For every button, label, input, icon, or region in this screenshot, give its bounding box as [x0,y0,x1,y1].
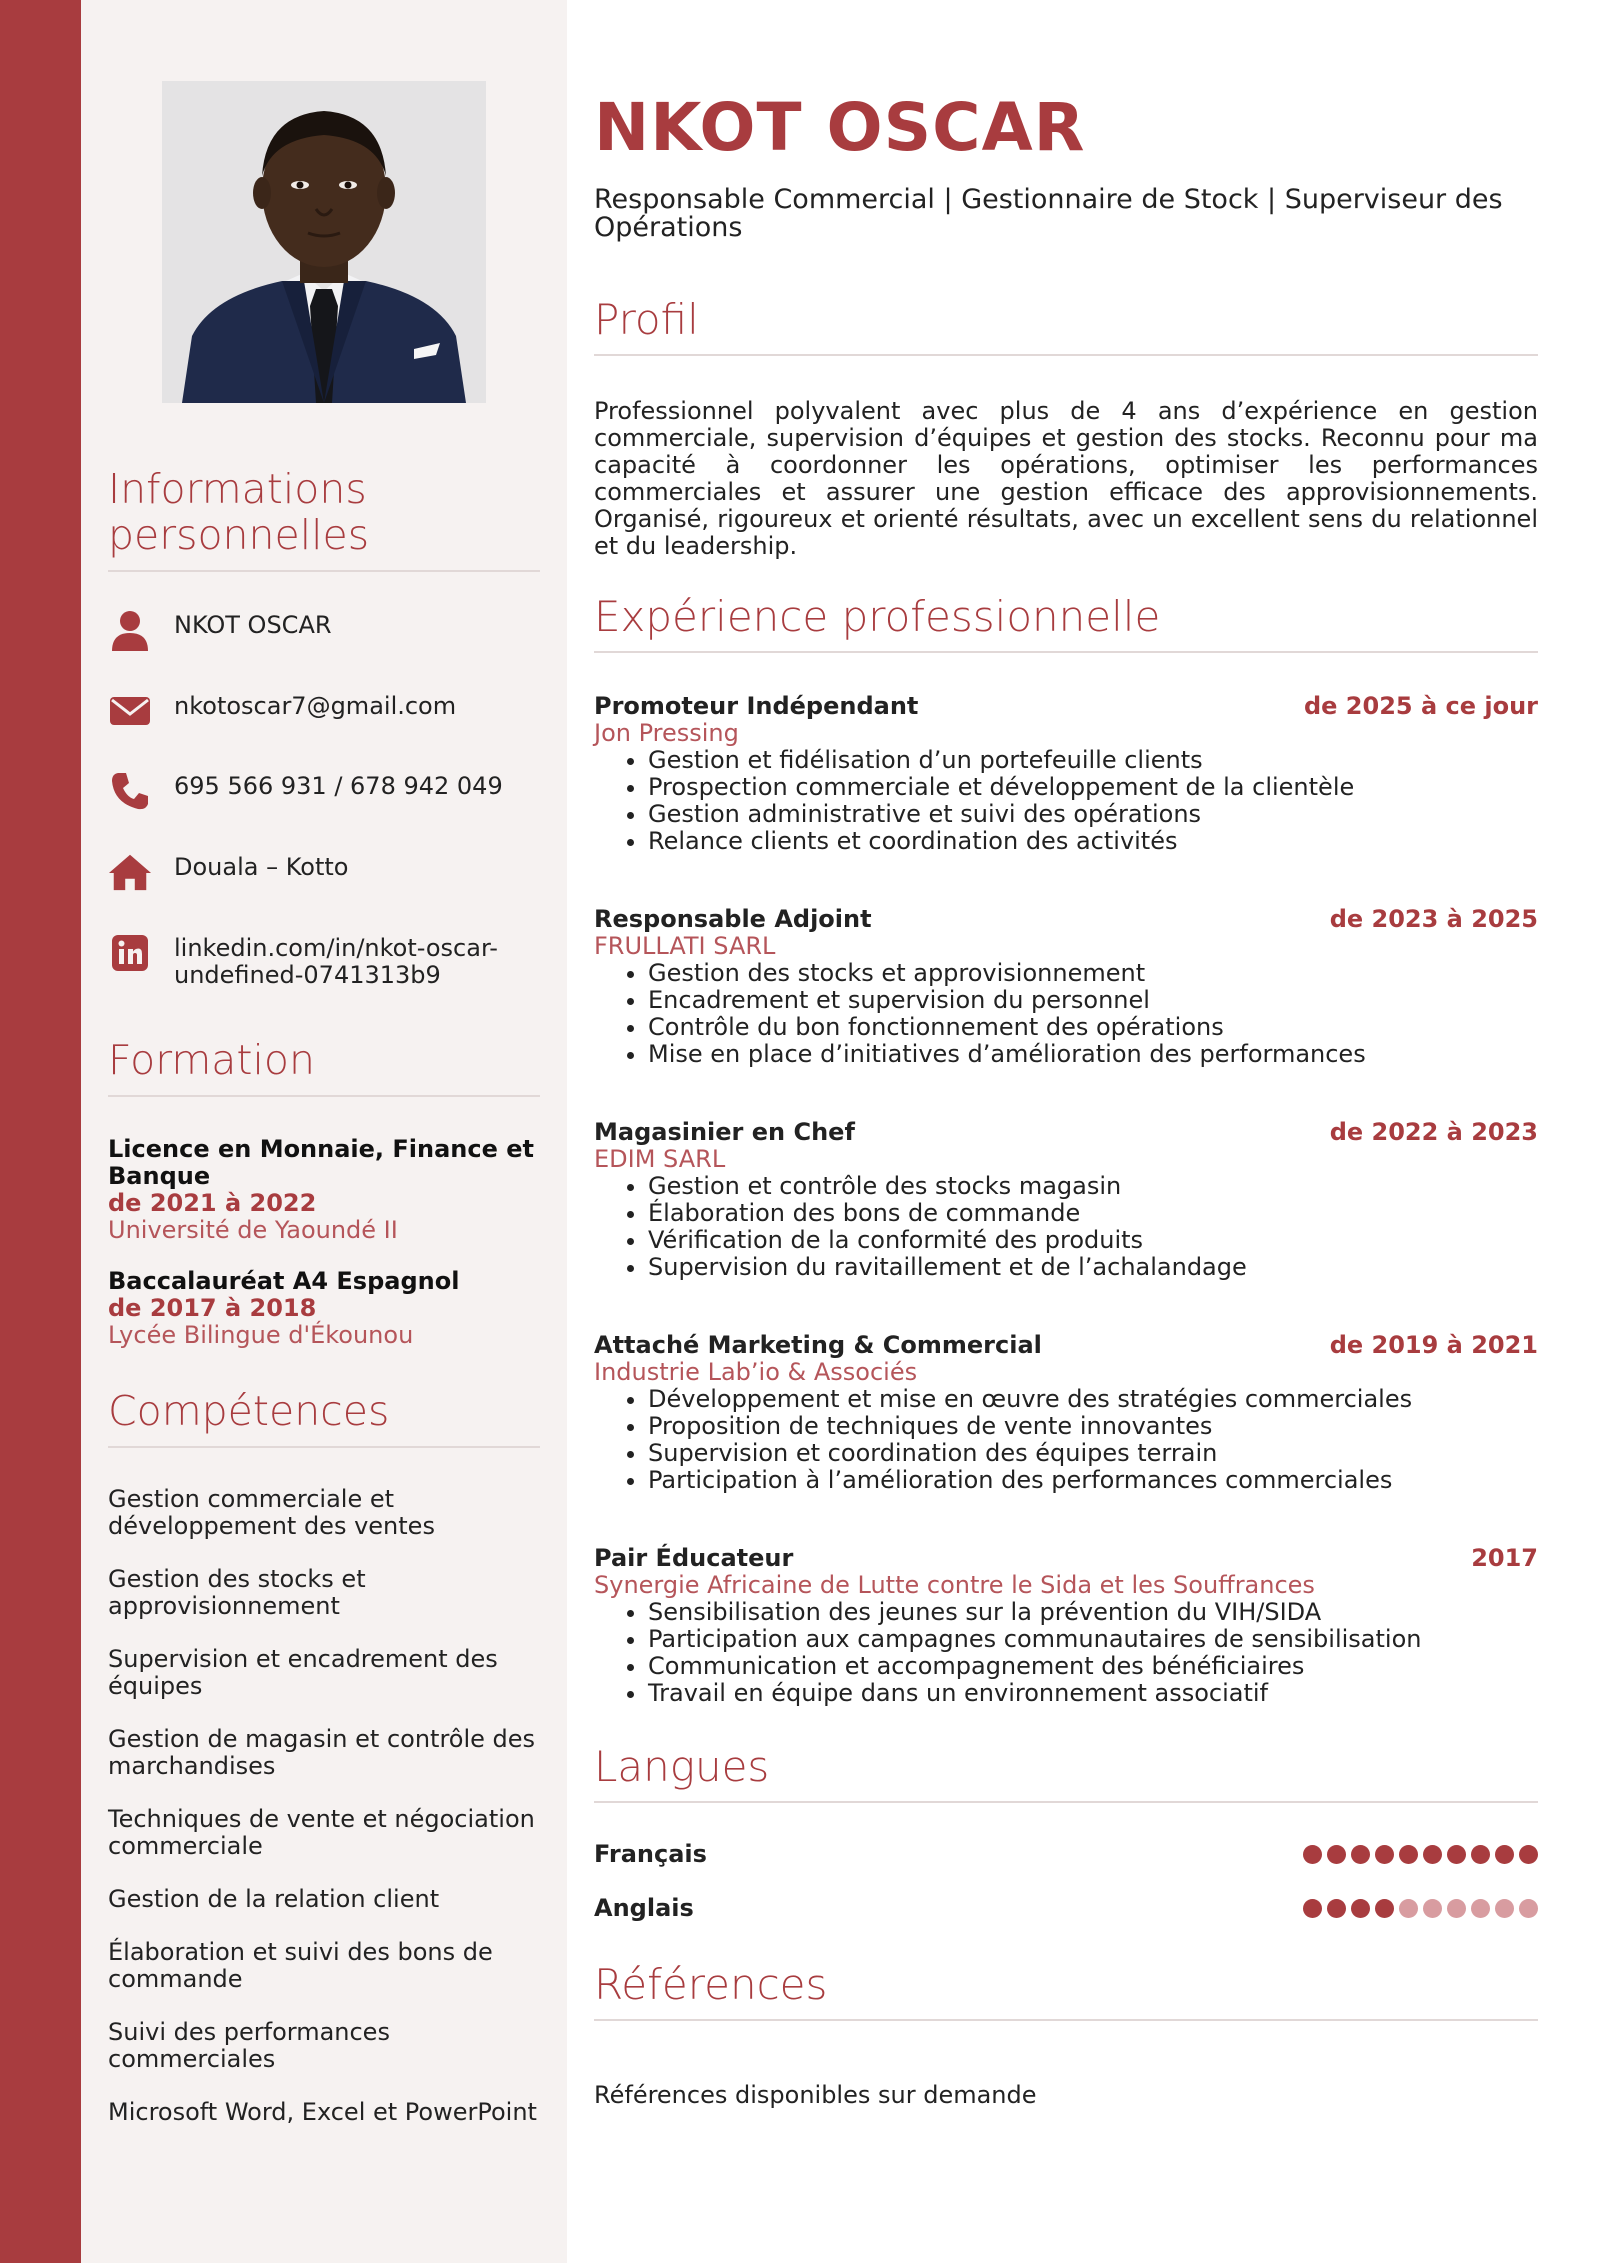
job-bullet: • Participation aux campagnes communautaires de sensibilisation [648,1626,1538,1653]
contact-name [108,608,540,652]
level-dot-filled [1303,1845,1322,1864]
level-dot-filled [1399,1845,1418,1864]
level-dot-empty [1423,1899,1442,1918]
portrait-illustration [162,81,486,403]
contact-phone-text: 695 566 931 / 678 942 049 [174,772,503,800]
linkedin-icon [108,931,152,975]
contact-phone [108,769,540,813]
divider [108,1446,540,1448]
job-bullets [594,960,1538,1068]
skill-item: Techniques de vente et négociation commerciale [108,1805,535,1860]
level-dot-filled [1375,1899,1394,1918]
job-entry [594,1332,1538,1494]
job-bullet: • Développement et mise en œuvre des stratégies commerciales [648,1386,1538,1413]
job-bullet: • Sensibilisation des jeunes sur la prévention du VIH/SIDA [648,1599,1538,1626]
profile-section [594,296,1538,356]
job-bullets [594,1599,1538,1707]
accent-stripe [0,0,81,2263]
skill-item: Gestion de magasin et contrôle des marchandises [108,1725,536,1780]
job-entry [594,1119,1538,1281]
job-date: 2017 [1471,1544,1538,1572]
personal-info-section [108,466,540,572]
job-title: Promoteur Indépendant [594,692,919,720]
level-dot-filled [1519,1845,1538,1864]
candidate-name: NKOT OSCAR [594,89,1086,166]
job-bullets [594,1386,1538,1494]
personal-info-title: Informations personnelles [108,465,370,559]
experience-section [594,593,1538,653]
level-dot-empty [1471,1899,1490,1918]
education-title: Formation [108,1036,315,1084]
job-title: Responsable Adjoint [594,905,872,933]
skill-item: Supervision et encadrement des équipes [108,1645,498,1700]
job-date: de 2025 à ce jour [1303,692,1538,720]
level-dot-filled [1495,1845,1514,1864]
divider [594,2019,1538,2021]
education-degree: Licence en Monnaie, Finance et Banque [108,1135,534,1190]
job-bullet: • Mise en place d’initiatives d’amélioration des performances [648,1041,1538,1068]
skill-item: Gestion commerciale et développement des ventes [108,1485,435,1540]
skill-item: Microsoft Word, Excel et PowerPoint [108,2098,537,2126]
divider [594,354,1538,356]
job-title: Attaché Marketing & Commercial [594,1331,1042,1359]
job-bullet: • Proposition de techniques de vente innovantes [648,1413,1538,1440]
job-company: FRULLATI SARL [594,932,776,960]
divider [108,570,540,572]
education-degree: Baccalauréat A4 Espagnol [108,1267,460,1295]
job-bullet: • Gestion administrative et suivi des opérations [648,801,1538,828]
user-icon [108,608,152,652]
education-item [108,1136,540,1244]
job-bullet: • Vérification de la conformité des produits [648,1227,1538,1254]
level-dot-filled [1327,1899,1346,1918]
level-dot-filled [1423,1845,1442,1864]
references-section [594,1961,1538,2021]
contact-address [108,850,540,894]
education-date: de 2017 à 2018 [108,1294,317,1322]
education-date: de 2021 à 2022 [108,1189,317,1217]
job-bullet: • Contrôle du bon fonctionnement des opérations [648,1014,1538,1041]
profile-title: Profil [594,295,699,344]
job-bullet: • Communication et accompagnement des bénéficiaires [648,1653,1538,1680]
job-bullets [594,1173,1538,1281]
contact-linkedin[interactable] [108,931,540,989]
job-bullet: • Encadrement et supervision du personnel [648,987,1538,1014]
skills-section [108,1388,540,1448]
profile-photo [162,81,486,403]
job-date: de 2023 à 2025 [1329,905,1538,933]
job-bullet: • Gestion des stocks et approvisionnement [648,960,1538,987]
candidate-tagline: Responsable Commercial | Gestionnaire de Stock | Superviseur des Opérations [594,184,1503,243]
contact-address-text: Douala – Kotto [174,853,349,881]
job-bullet: • Prospection commerciale et développement de la clientèle [648,774,1538,801]
job-date: de 2022 à 2023 [1329,1118,1538,1146]
job-date: de 2019 à 2021 [1329,1331,1538,1359]
job-bullet: • Relance clients et coordination des activités [648,828,1538,855]
job-entry [594,906,1538,1068]
languages-title: Langues [594,1742,770,1791]
level-dot-empty [1399,1899,1418,1918]
language-level-dots [1303,1899,1538,1918]
level-dot-filled [1471,1845,1490,1864]
job-title: Magasinier en Chef [594,1118,855,1146]
education-school: Lycée Bilingue d'Ékounou [108,1321,414,1349]
divider [594,651,1538,653]
level-dot-filled [1351,1845,1370,1864]
level-dot-filled [1351,1899,1370,1918]
level-dot-empty [1447,1899,1466,1918]
job-entry [594,1545,1538,1707]
education-item [108,1268,540,1349]
skills-title: Compétences [108,1387,390,1435]
contact-name-text: NKOT OSCAR [174,611,332,639]
skill-item: Gestion des stocks et approvisionnement [108,1565,366,1620]
job-bullet: • Supervision du ravitaillement et de l’achalandage [648,1254,1538,1281]
job-bullet: • Travail en équipe dans un environnement associatif [648,1680,1538,1707]
language-name: Français [594,1840,707,1868]
job-company: Industrie Lab’io & Associés [594,1358,918,1386]
level-dot-empty [1495,1899,1514,1918]
level-dot-filled [1303,1899,1322,1918]
contact-linkedin-text[interactable]: linkedin.com/in/nkot-oscar-undefined-0741313b9 [174,934,498,989]
job-bullet: • Gestion et fidélisation d’un portefeuille clients [648,747,1538,774]
contact-email-text[interactable]: nkotoscar7@gmail.com [174,692,457,720]
skill-item: Gestion de la relation client [108,1885,440,1913]
divider [108,1095,540,1097]
envelope-icon [108,689,152,733]
education-section [108,1037,540,1097]
language-name: Anglais [594,1894,694,1922]
references-text: Références disponibles sur demande [594,2081,1037,2109]
divider [594,1801,1538,1803]
job-company: Synergie Africaine de Lutte contre le Sida et les Souffrances [594,1571,1315,1599]
level-dot-filled [1447,1845,1466,1864]
level-dot-filled [1327,1845,1346,1864]
contact-email[interactable] [108,689,540,733]
language-row [594,1840,1538,1868]
education-school: Université de Yaoundé II [108,1216,398,1244]
language-level-dots [1303,1845,1538,1864]
level-dot-empty [1519,1899,1538,1918]
languages-section [594,1743,1538,1803]
job-entry [594,693,1538,855]
job-bullet: • Élaboration des bons de commande [648,1200,1538,1227]
job-title: Pair Éducateur [594,1544,794,1572]
phone-icon [108,769,152,813]
job-bullets [594,747,1538,855]
job-bullet: • Gestion et contrôle des stocks magasin [648,1173,1538,1200]
home-icon [108,850,152,894]
job-bullet: • Participation à l’amélioration des performances commerciales [648,1467,1538,1494]
skill-item: Élaboration et suivi des bons de commande [108,1938,493,1993]
profile-text: Professionnel polyvalent avec plus de 4 ans d’expérience en gestion commerciale, supervision d’équipes et gestion des stocks. Reconnu pour ma capacité à coordonner les opérations, optimiser les performances commerciales et assurer une gestion efficace des approvisionnements. Organisé, rigoureux et orienté résultats, avec un excellent sens du relationnel et du leadership. [594,397,1538,560]
level-dot-filled [1375,1845,1394,1864]
language-row [594,1894,1538,1922]
job-bullet: • Supervision et coordination des équipes terrain [648,1440,1538,1467]
job-company: EDIM SARL [594,1145,726,1173]
references-title: Références [594,1960,828,2009]
experience-title: Expérience professionnelle [594,592,1161,641]
skill-item: Suivi des performances commerciales [108,2018,390,2073]
job-company: Jon Pressing [594,719,739,747]
